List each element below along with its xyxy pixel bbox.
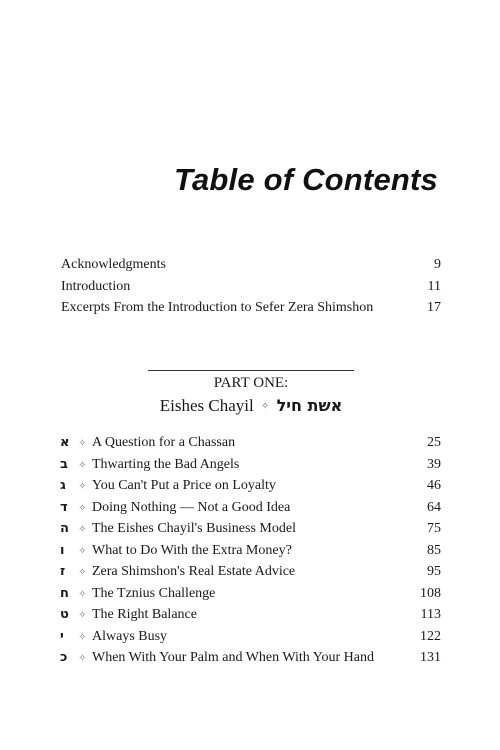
chapter-hebrew-letter: ח	[60, 585, 69, 601]
chapter-page: 113	[420, 607, 441, 622]
part-hebrew-name: אשת חיל	[276, 396, 343, 415]
chapter-entry[interactable]	[60, 540, 441, 562]
chapter-title: Zera Shimshon's Real Estate Advice	[92, 564, 296, 579]
chapter-page: 46	[427, 478, 441, 493]
toc-entry[interactable]	[61, 276, 441, 298]
chapter-page: 108	[420, 585, 441, 601]
chapter-page: 122	[420, 628, 441, 644]
chapter-hebrew-letter: ז	[60, 564, 66, 579]
chapter-page: 75	[427, 521, 441, 536]
chapter-entry[interactable]	[60, 518, 441, 540]
toc-entry-title: Introduction	[61, 278, 131, 294]
chapter-hebrew-letter: כ	[60, 650, 68, 665]
chapter-entry[interactable]	[60, 497, 441, 519]
chapter-title: When With Your Palm and When With Your Hand	[92, 650, 374, 665]
diamond-separator-icon: ✧	[78, 567, 87, 578]
chapter-hebrew-letter: ג	[60, 478, 66, 493]
diamond-separator-icon: ✧	[260, 401, 270, 412]
toc-entry[interactable]	[61, 254, 441, 276]
toc-entry-page: 11	[427, 278, 441, 294]
chapter-entry[interactable]	[60, 626, 441, 648]
diamond-separator-icon: ✧	[78, 438, 87, 449]
chapter-entry[interactable]	[60, 583, 441, 605]
front-matter-list	[61, 254, 441, 319]
toc-entry-page: 17	[427, 300, 441, 315]
chapter-hebrew-letter: ה	[60, 521, 69, 536]
chapter-hebrew-letter: א	[60, 435, 70, 450]
chapter-title: Doing Nothing — Not a Good Idea	[92, 499, 291, 515]
toc-entry-title: Excerpts From the Introduction to Sefer Zera Shimshon	[61, 300, 374, 315]
chapter-title: What to Do With the Extra Money?	[92, 542, 292, 558]
diamond-separator-icon: ✧	[78, 545, 87, 557]
chapter-page: 64	[427, 499, 441, 515]
chapter-hebrew-letter: י	[60, 628, 64, 644]
chapter-entry[interactable]	[60, 604, 441, 626]
chapter-entry[interactable]	[60, 475, 441, 497]
chapter-hebrew-letter: ט	[60, 607, 69, 622]
diamond-separator-icon: ✧	[78, 610, 87, 621]
chapter-list	[60, 432, 441, 669]
diamond-separator-icon: ✧	[78, 653, 87, 664]
chapter-title: The Tznius Challenge	[92, 585, 216, 601]
chapter-hebrew-letter: ב	[60, 456, 68, 472]
chapter-title: Thwarting the Bad Angels	[92, 456, 240, 472]
chapter-hebrew-letter: ו	[60, 542, 65, 558]
chapter-title: Always Busy	[92, 628, 168, 644]
chapter-title: A Question for a Chassan	[92, 435, 236, 450]
chapter-title: The Right Balance	[92, 607, 197, 622]
chapter-title: The Eishes Chayil's Business Model	[92, 521, 296, 536]
chapter-entry[interactable]	[60, 647, 441, 669]
chapter-page: 131	[420, 650, 441, 665]
chapter-page: 95	[427, 564, 441, 579]
diamond-separator-icon: ✧	[78, 524, 87, 535]
part-title	[140, 394, 362, 419]
chapter-page: 39	[427, 456, 441, 472]
chapter-entry[interactable]	[60, 454, 441, 476]
chapter-hebrew-letter: ד	[60, 499, 68, 515]
chapter-title: You Can't Put a Price on Loyalty	[92, 478, 276, 493]
part-name: Eishes Chayil	[159, 396, 254, 415]
diamond-separator-icon: ✧	[78, 481, 87, 492]
chapter-entry[interactable]	[60, 561, 441, 583]
diamond-separator-icon: ✧	[78, 588, 87, 600]
chapter-entry[interactable]	[60, 432, 441, 454]
chapter-page: 25	[427, 435, 441, 450]
part-label: PART ONE:	[213, 375, 289, 391]
toc-entry-title: Acknowledgments	[61, 257, 166, 272]
diamond-separator-icon: ✧	[78, 502, 87, 514]
part-divider-rule	[148, 370, 354, 371]
chapter-page: 85	[427, 542, 441, 558]
toc-entry-page: 9	[434, 257, 441, 272]
diamond-separator-icon: ✧	[78, 631, 87, 643]
page-title: Table of Contents	[173, 162, 438, 197]
diamond-separator-icon: ✧	[78, 459, 87, 471]
toc-entry[interactable]	[61, 297, 441, 319]
